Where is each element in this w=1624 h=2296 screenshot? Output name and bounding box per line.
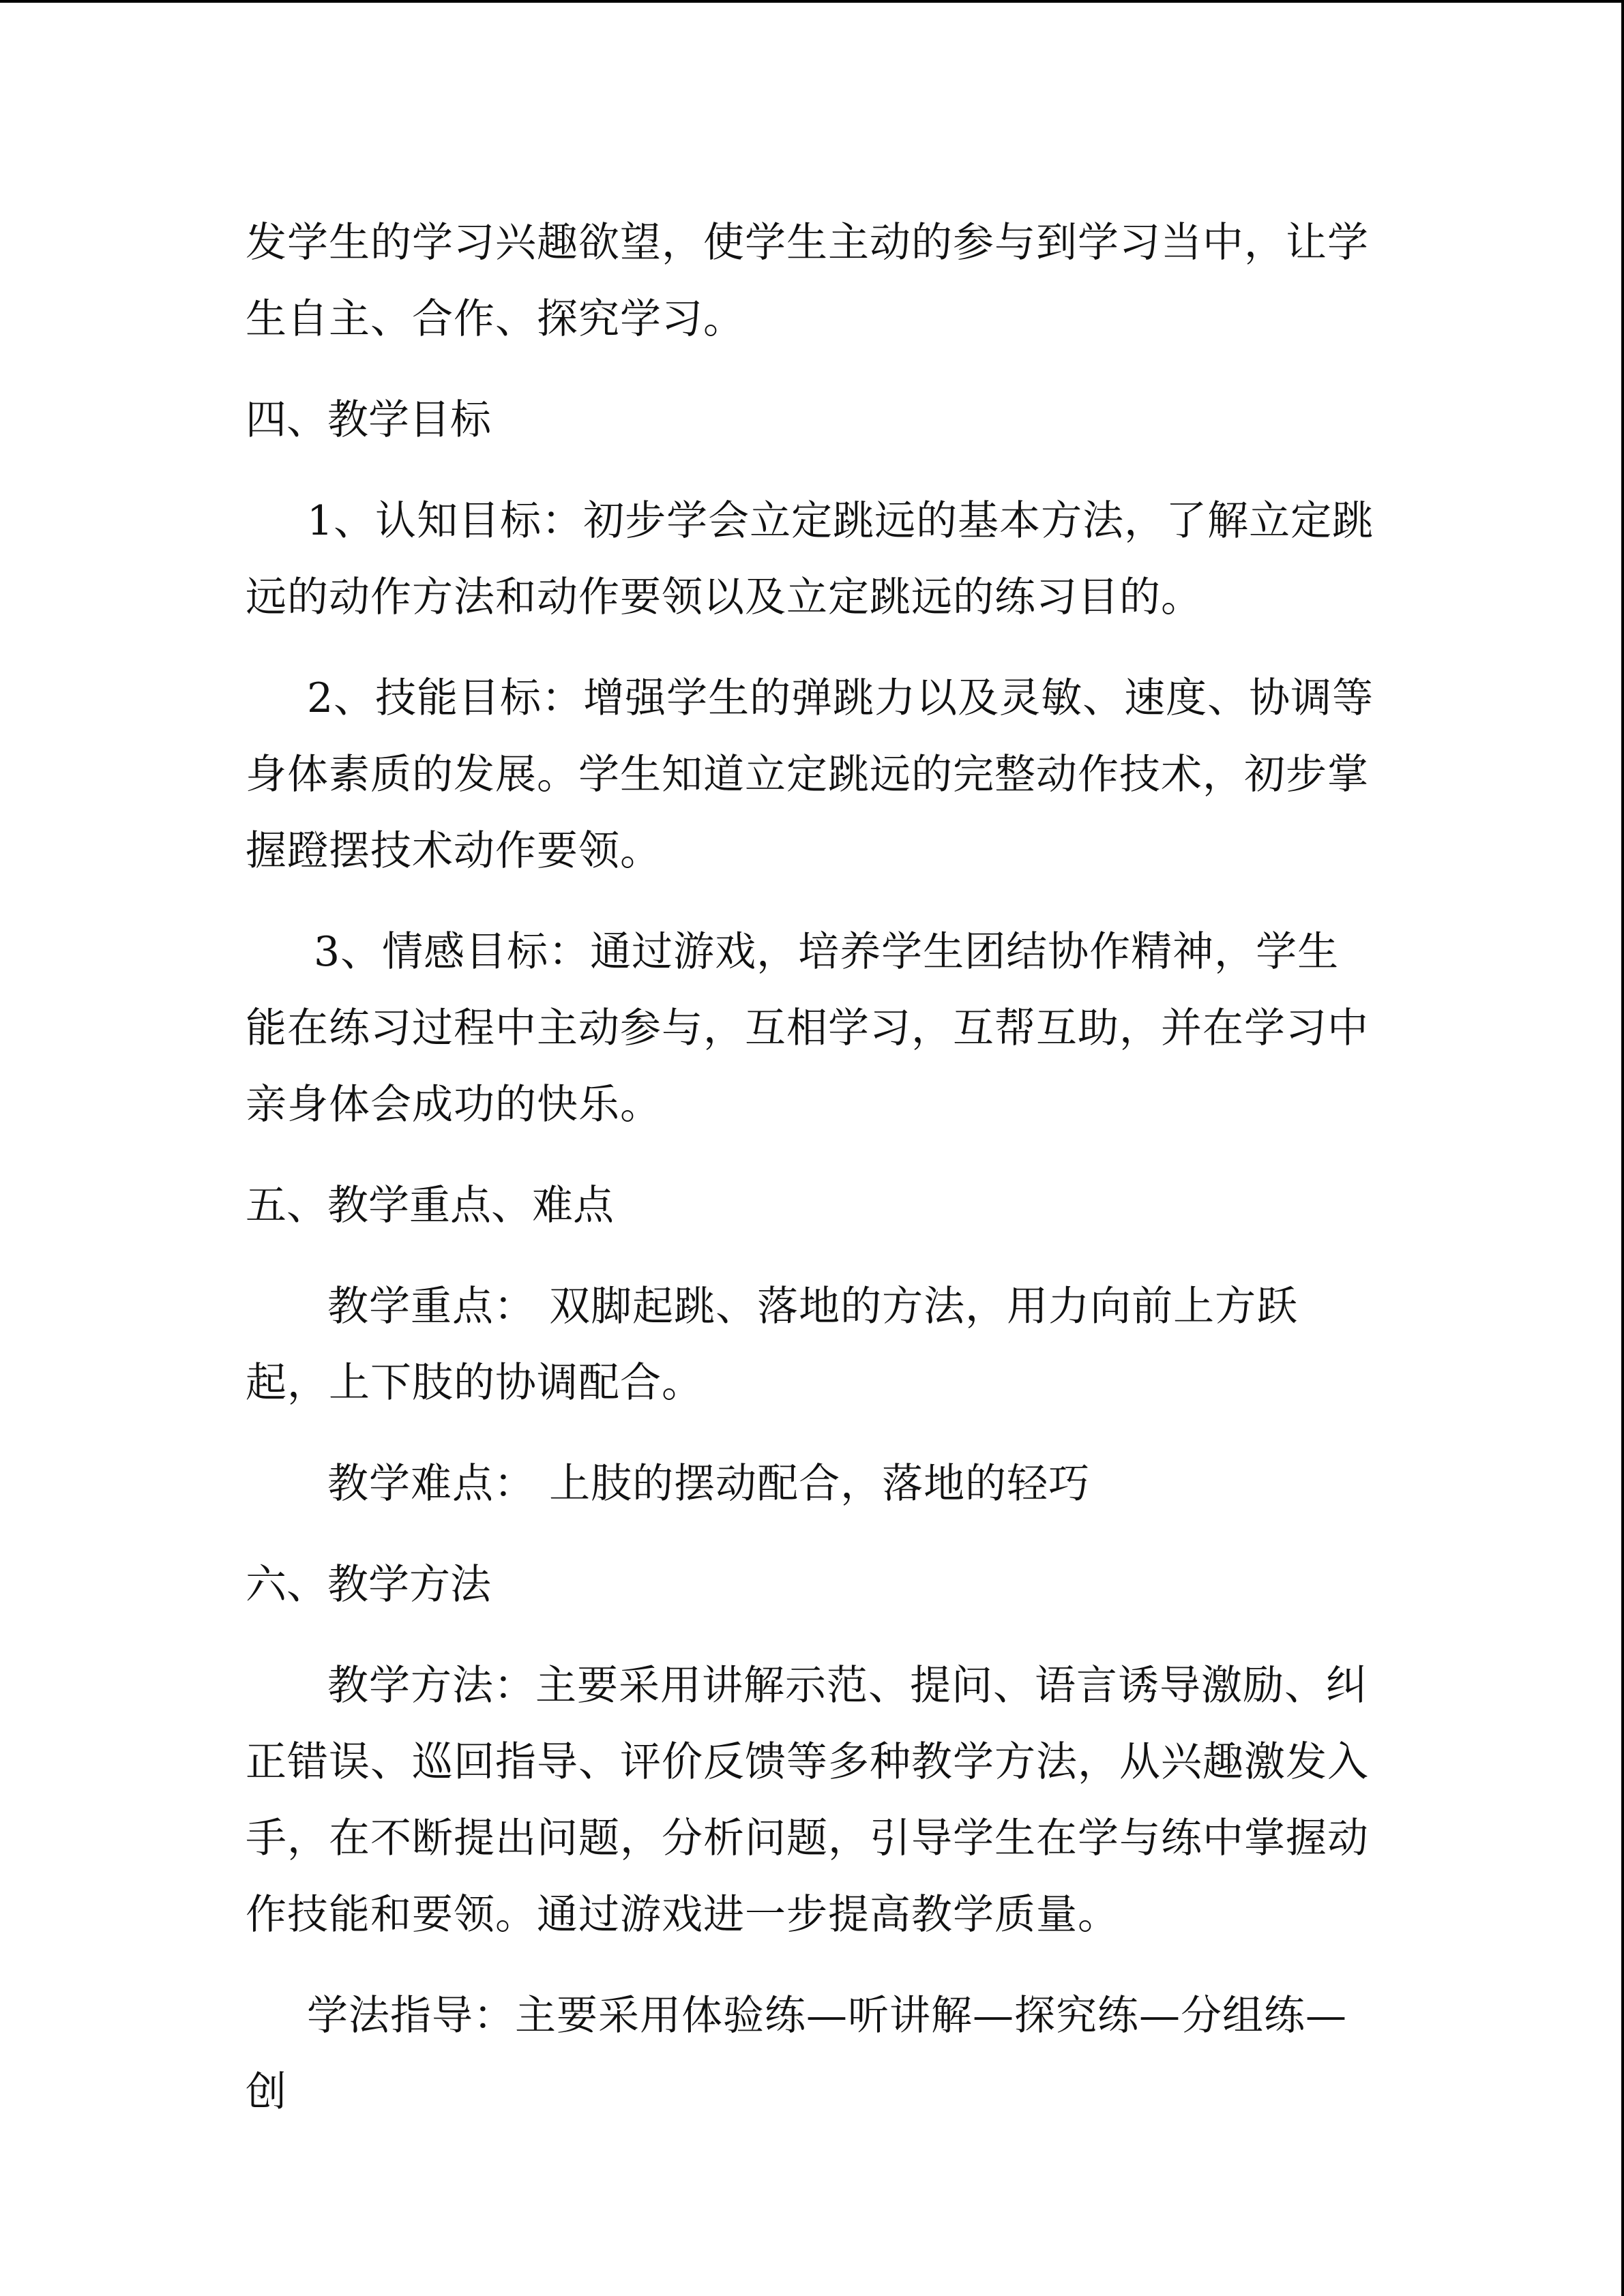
paragraph-key-point: 教学重点： 双脚起跳、落地的方法，用力向前上方跃起，上下肢的协调配合。	[246, 1283, 1299, 1407]
document-body	[246, 205, 1378, 2155]
section-heading-methods: 六、教学方法	[246, 1561, 491, 1609]
section-heading-objectives: 四、教学目标	[246, 396, 491, 444]
paragraph-skill-goal: 2、技能目标：增强学生的弹跳力以及灵敏、速度、协调等身体素质的发展。学生知道立定跳远的完整动作技术，初步掌握蹬摆技术动作要领。	[246, 674, 1374, 875]
page-top-border	[0, 0, 1624, 3]
paragraph-cognitive-goal: 1、认知目标：初步学会立定跳远的基本方法，了解立定跳远的动作方法和动作要领以及立定跳远的练习目的。	[246, 497, 1374, 621]
paragraph-learning-guidance: 学法指导：主要采用体验练—听讲解—探究练—分组练—创	[246, 1992, 1347, 2116]
paragraph-emotional-goal: 3、情感目标：通过游戏，培养学生团结协作精神，学生能在练习过程中主动参与，互相学习，互帮互助，并在学习中亲身体会成功的快乐。	[246, 928, 1369, 1129]
page-right-border	[1621, 0, 1624, 2296]
section-heading-key-points: 五、教学重点、难点	[246, 1182, 614, 1229]
paragraph-intro: 发学生的学习兴趣欲望，使学生主动的参与到学习当中，让学生自主、合作、探究学习。	[246, 219, 1369, 343]
paragraph-teaching-methods: 教学方法：主要采用讲解示范、提问、语言诱导激励、纠正错误、巡回指导、评价反馈等多种教学方法，从兴趣激发入手，在不断提出问题，分析问题，引导学生在学与练中掌握动作技能和要领。通过游戏进一步提高教学质量。	[246, 1662, 1369, 1939]
paragraph-difficulty: 教学难点： 上肢的摆动配合，落地的轻巧	[327, 1460, 1091, 1508]
